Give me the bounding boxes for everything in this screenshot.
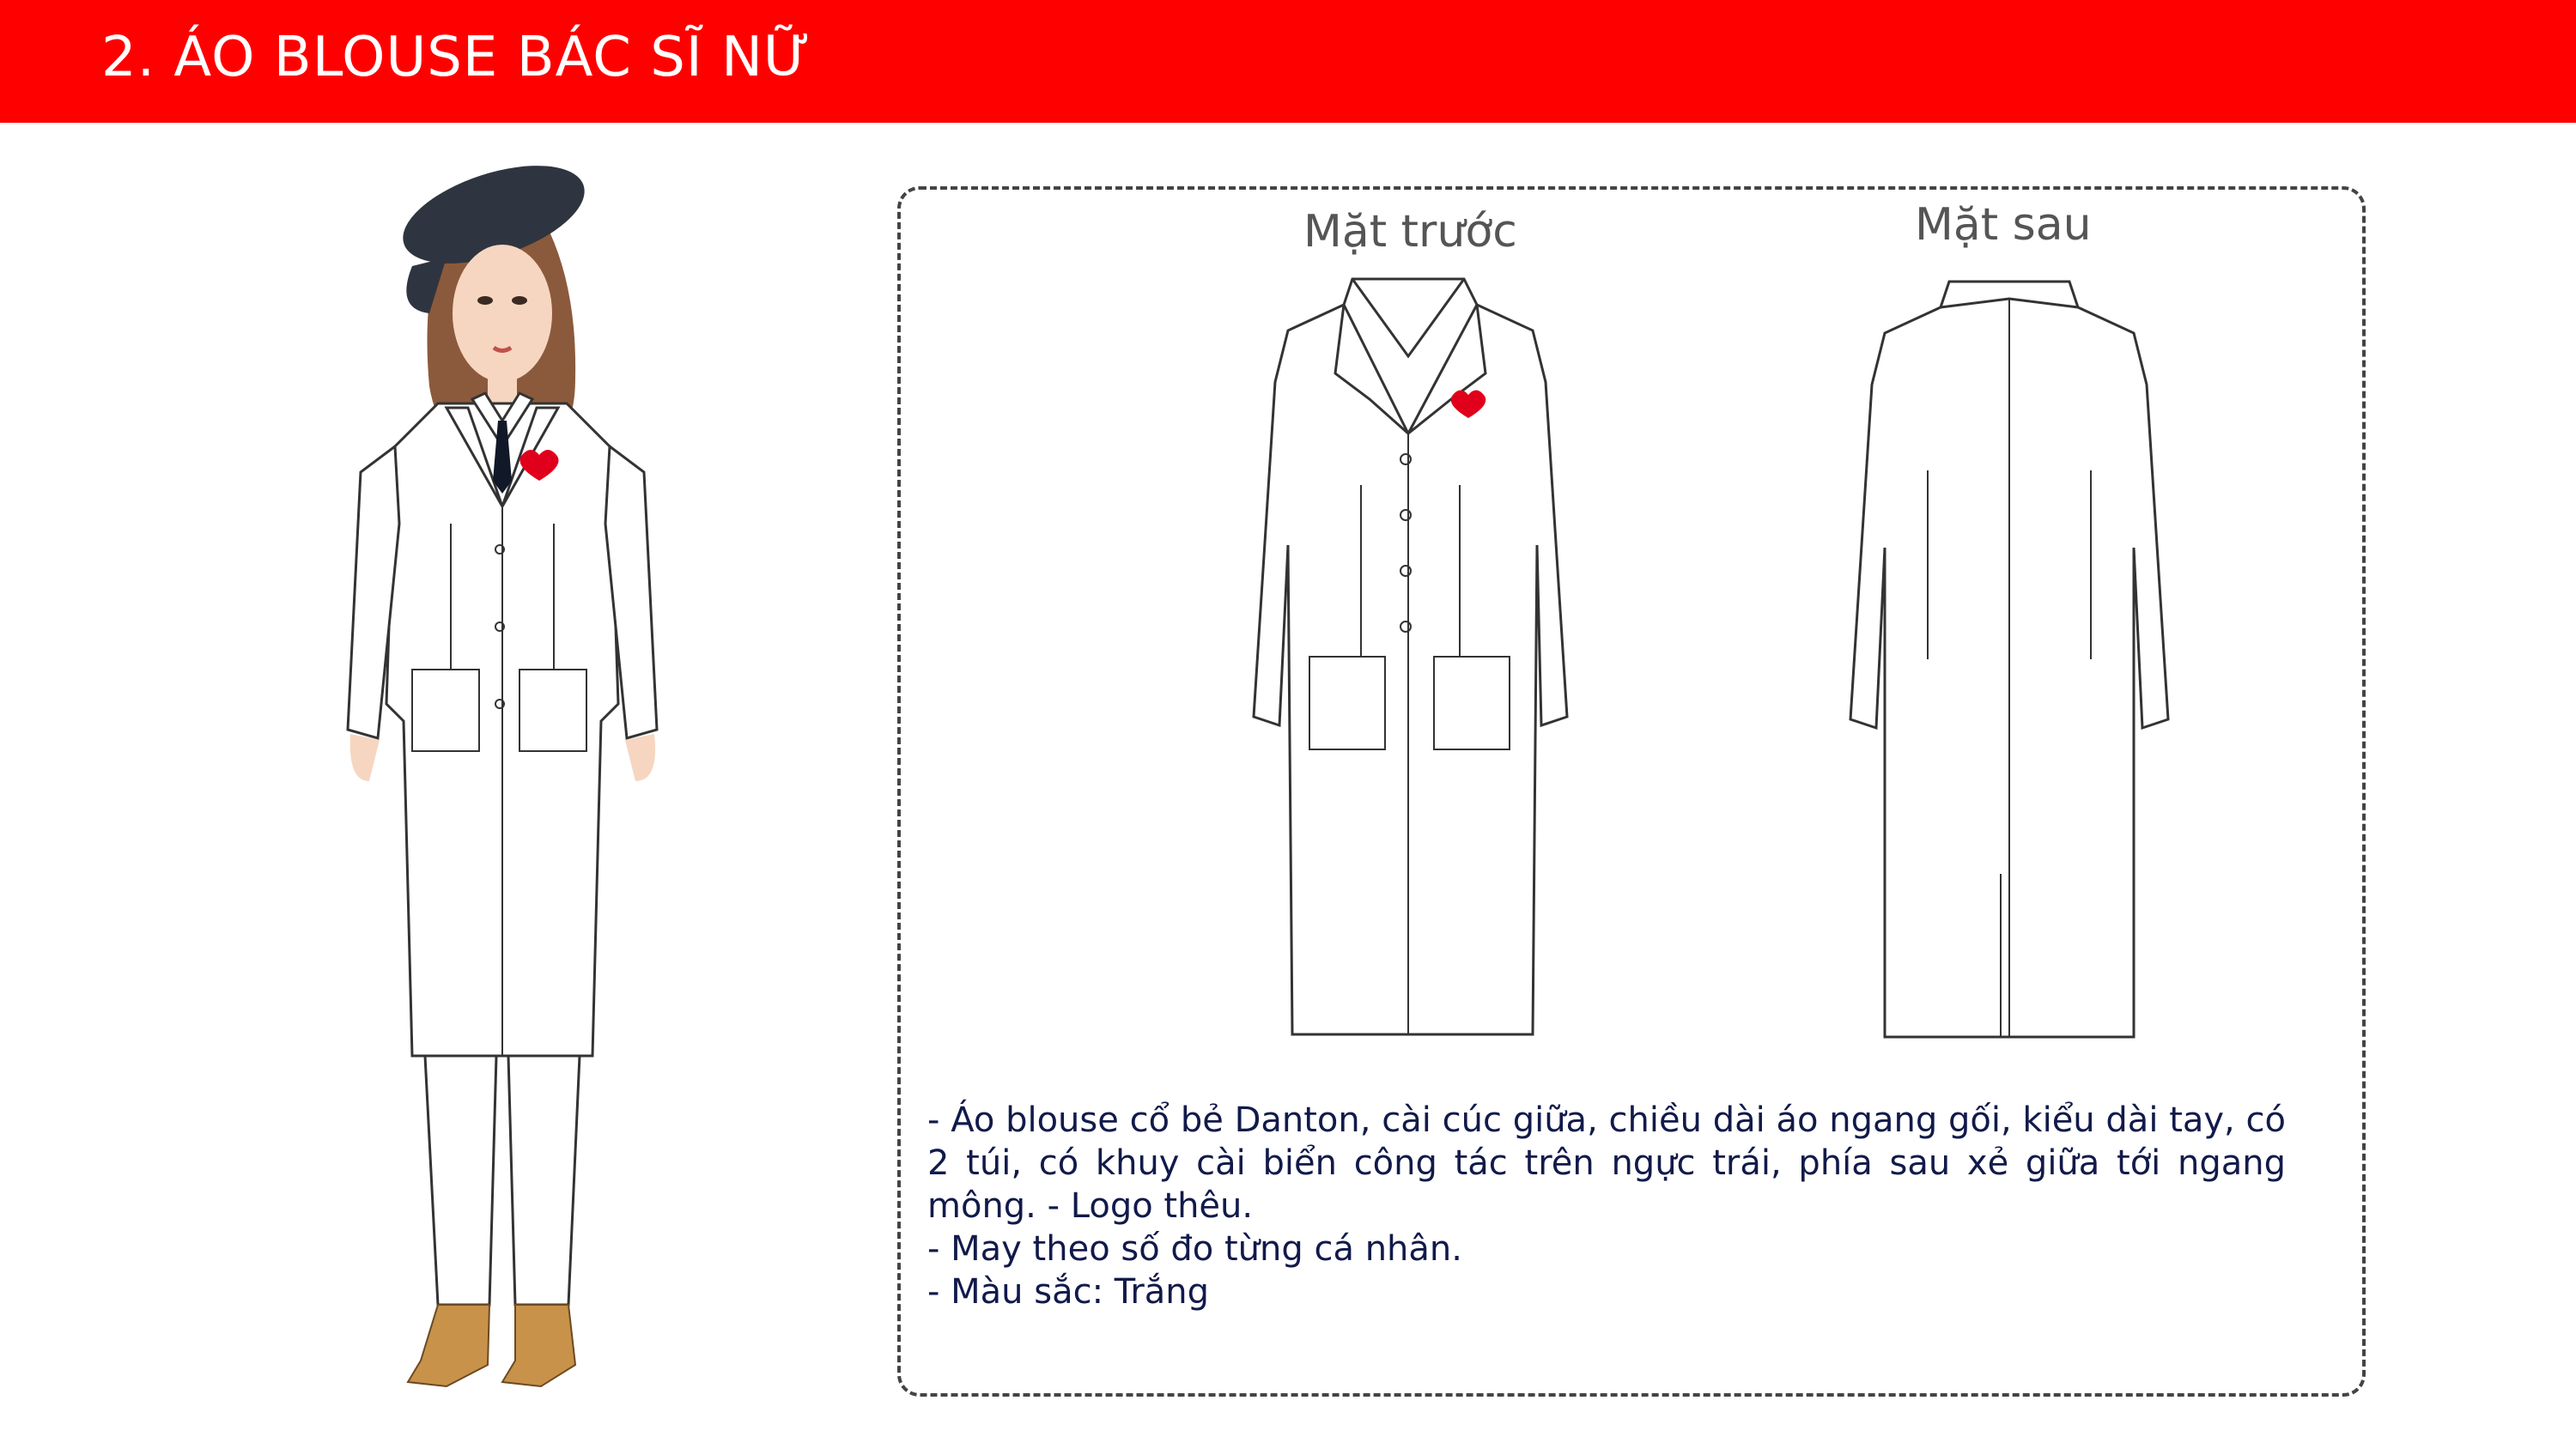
page-title: 2. ÁO BLOUSE BÁC SĨ NỮ <box>101 26 811 89</box>
product-description <box>927 1099 2286 1313</box>
back-view-label: Mặt sau <box>1915 199 2092 251</box>
doctor-figure-illustration <box>343 163 670 1399</box>
front-coat-drawing <box>1241 270 1576 1043</box>
description-line: - Màu sắc: Trắng <box>927 1272 1210 1312</box>
header-bar <box>0 0 2576 123</box>
description-line: - Áo blouse cổ bẻ Danton, cài cúc giữa, chiều dài áo ngang gối, kiểu dài tay, có 2 túi, có khuy cài biển công tác trên ngực trái, phía sau xẻ giữa tới ngang mông. - Logo thêu. <box>927 1100 2286 1226</box>
description-line: - May theo số đo từng cá nhân. <box>927 1229 1462 1269</box>
back-coat-drawing <box>1838 273 2181 1046</box>
front-view-label: Mặt trước <box>1303 206 1517 258</box>
